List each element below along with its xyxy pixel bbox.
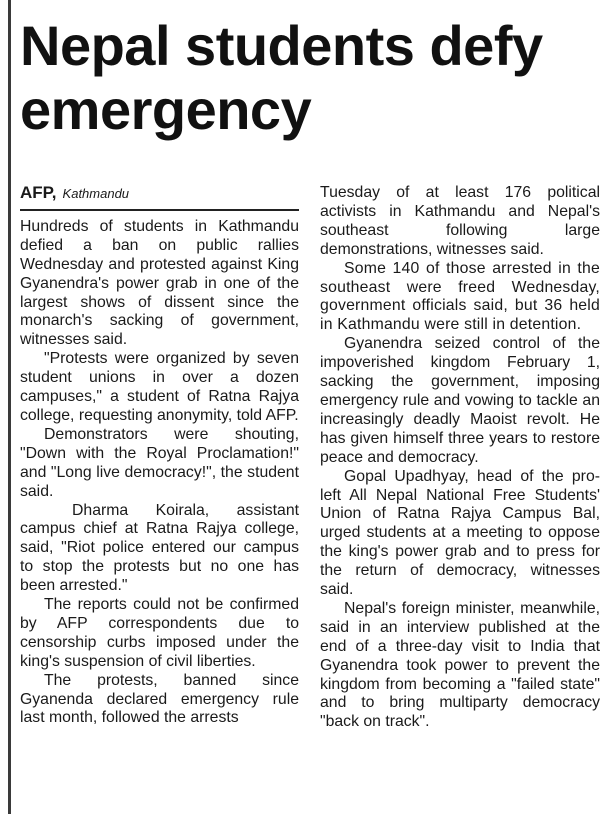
paragraph: Demonstrators were shouting, "Down with the Royal Proclamation!" and "Long live democracy!", the student said. xyxy=(20,425,299,500)
page-margin-rule xyxy=(8,0,11,814)
paragraph: Gopal Upadhyay, head of the pro-left All Nepal National Free Students' Union of Ratna Rajya Campus Bal, urged students at a meeting to oppose the king's power grab and to press for the return of democracy, witnesses said. xyxy=(320,467,600,599)
paragraph: The reports could not be confirmed by AFP correspondents due to censorship curbs imposed under the king's suspension of civil liberties. xyxy=(20,596,299,670)
byline-rule xyxy=(20,209,299,211)
paragraph: Nepal's foreign minister, meanwhile, said in an interview published at the end of a three-day visit to India that Gyanendra took power to prevent the kingdom from becoming a "failed state" and to bring multiparty democracy "back on track". xyxy=(320,599,600,731)
paragraph: The protests, banned since Gyanenda declared emergency rule last month, followed the arrests xyxy=(20,671,299,727)
byline xyxy=(20,184,299,204)
paragraph: Tuesday of at least 176 political activists in Kathmandu and Nepal's southeast following large demonstrations, witnesses said. xyxy=(320,184,600,258)
paragraph: Hundreds of students in Kathmandu defied a ban on public rallies Wednesday and protested against King Gyanendra's power grab in one of the largest shows of dissent since the monarch's sacking of government, witnesses said. xyxy=(20,217,299,349)
article-column-1 xyxy=(20,184,299,728)
byline-agency: AFP, xyxy=(20,183,57,202)
headline: Nepal students defy emergency xyxy=(20,14,543,141)
paragraph: Dharma Koirala, assistant campus chief at Ratna Rajya college, said, "Riot police entered our campus to stop the protests but no one has been arrested." xyxy=(20,501,299,595)
paragraph: Some 140 of those arrested in the southeast were freed Wednesday, government officials said, but 36 held in Kathmandu were still in detention. xyxy=(320,259,600,334)
paragraph: "Protests were organized by seven student unions in over a dozen campuses," a student of Ratna Rajya college, requesting anonymity, told AFP. xyxy=(20,350,299,424)
article-column-2 xyxy=(320,184,600,732)
paragraph: Gyanendra seized control of the impoverished kingdom February 1, sacking the government, imposing emergency rule and vowing to tackle an increasingly deadly Maoist revolt. He has given himself three years to restore peace and democracy. xyxy=(320,335,600,466)
byline-location: Kathmandu xyxy=(62,186,130,201)
